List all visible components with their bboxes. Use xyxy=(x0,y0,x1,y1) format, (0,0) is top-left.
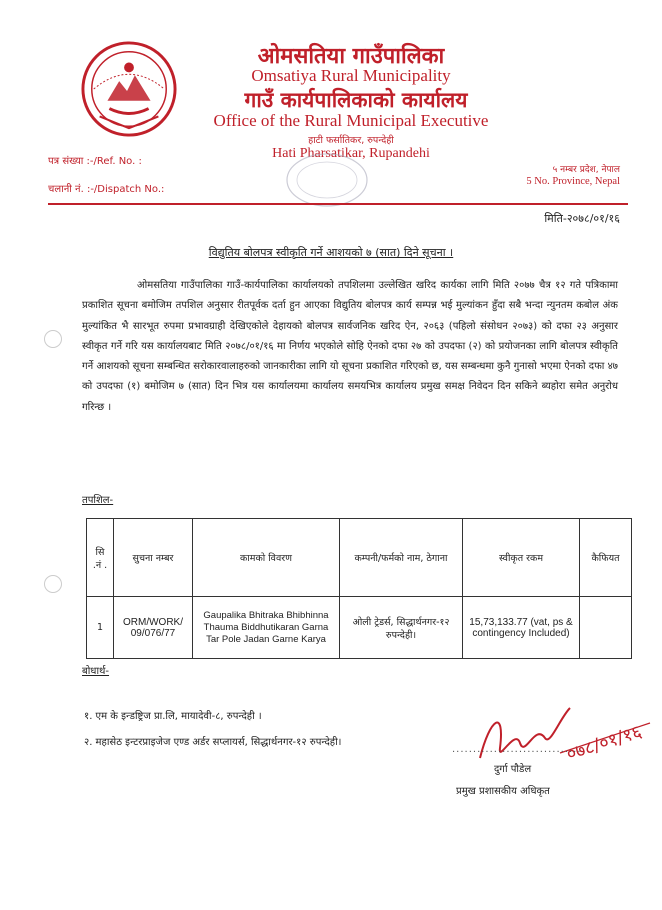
address-english: Hati Pharsatikar, Rupandehi xyxy=(272,146,430,161)
copy-to-item: २. महासेठ इन्टरप्राइजेज एण्ड अर्डर सप्लायर्स, सिद्धार्थनगर-१२ रुपन्देही। xyxy=(84,737,342,748)
notice-subject: विद्युतिय बोलपत्र स्वीकृति गर्ने आशयको ७ (सात) दिने सूचना । xyxy=(208,246,454,259)
col-description-header: कामको विवरण xyxy=(193,519,340,597)
cell-amount: 15,73,133.77 (vat, ps & contingency Included) xyxy=(463,597,580,659)
cell-notice-no: ORM/WORK/ 09/076/77 xyxy=(114,597,193,659)
punch-hole xyxy=(44,330,62,348)
signatory-title: प्रमुख प्रशासकीय अधिकृत xyxy=(456,786,550,797)
table-header-row xyxy=(87,519,632,597)
municipality-name-nepali: ओमसतिया गाउँपालिका xyxy=(257,44,445,69)
cell-serial: 1 xyxy=(87,597,114,659)
signature-line: ............................... xyxy=(452,744,582,755)
col-company-header: कम्पनी/फर्मको नाम, ठेगाना xyxy=(340,519,463,597)
cell-company: ओली ट्रेडर्स, सिद्धार्थनगर-१२ रुपन्देही। xyxy=(340,597,463,659)
col-amount-header: स्वीकृत रकम xyxy=(463,519,580,597)
office-name-nepali: गाउँ कार्यपालिकाको कार्यालय xyxy=(244,88,468,112)
col-notice-no-header: सुचना नम्बर xyxy=(114,519,193,597)
dispatch-number-label: चलानी नं. :-/Dispatch No.: xyxy=(48,184,165,195)
cell-description: Gaupalika Bhitraka Bhibhinna Thauma Biddhutikaran Garna Tar Pole Jadan Garne Karya xyxy=(193,597,340,659)
table-row xyxy=(87,597,632,659)
address-nepali: हाटी फर्सातिकर, रुपन्देही xyxy=(308,135,394,146)
province-english: 5 No. Province, Nepal xyxy=(526,176,620,187)
ref-number-label: पत्र संख्या :-/Ref. No. : xyxy=(48,156,142,167)
header-divider xyxy=(48,203,628,205)
office-stamp xyxy=(282,150,372,210)
copy-to-heading: बोधार्थ- xyxy=(82,666,110,677)
office-name-english: Office of the Rural Municipal Executive xyxy=(213,111,489,130)
handwritten-signature xyxy=(460,688,660,778)
document-date: मिति-२०७८/०१/१६ xyxy=(544,212,620,225)
bid-details-table xyxy=(86,518,632,659)
signature-date: ०७८/०१/१६ xyxy=(563,721,645,766)
notice-body: ओमसतिया गाउँपालिका गाउँ-कार्यपालिका कार्यालयको तपशिलमा उल्लेखित खरिद कार्यका लागि मिति २०७७ चैत्र १२ गते पत्रिकामा प्रकाशित सूचना बमोजिम तपशिल अनुसार रीतपूर्वक दर्ता हुन आएका विद्युतिय बोलपत्र कार्य सम्पन्न भई मुल्यांकन हुँदा सबै भन्दा न्युनतम कबोल अंक मुल्यांकित भै सारभूत रुपमा प्रभावग्राही देखिएकोले देहायको बोलपत्र सार्वजनिक खरिद ऐन, २०६३ (पहिलो संसोधन २०७३) को दफा २३ अनुसार स्वीकृत गर्ने गरि यस कार्यालयबाट मिति २०७८/०१/१६ मा निर्णय भएकोले सोहि ऐनको दफा २७ को उपदफा (२) को प्रयोजनका लागि बोलपत्र स्वीकृति गर्ने आशयको सूचना सम्बन्धित सरोकारवालाहरुको जानकारीका लागि यो सूचना प्रकाशित गरिएको छ, यस सम्बन्धमा कुनै गुनासो भएमा ऐनको दफा ४७ को उपदफा (१) बमोजिम ७ (सात) दिन भित्र यस कार्यालयमा कार्यालय समयभित्र कार्यालय प्रमुख समक्ष निवेदन दिन सकिने ब्यहोरा समेत अनुरोध गरिन्छ । xyxy=(82,280,618,413)
cell-remarks xyxy=(580,597,632,659)
signatory-name: दुर्गा पौडेल xyxy=(494,764,532,775)
punch-hole xyxy=(44,575,62,593)
province-nepali: ५ नम्बर प्रदेश, नेपाल xyxy=(552,165,620,175)
municipality-name-english: Omsatiya Rural Municipality xyxy=(251,66,451,85)
copy-to-item: १. एम के इन्डष्ट्रिज प्रा.लि, मायादेवी-८, रुपन्देही । xyxy=(84,711,262,722)
col-serial-header: सि .नं . xyxy=(87,519,114,597)
details-heading: तपशिल- xyxy=(82,495,114,506)
col-remarks-header: कैफियत xyxy=(580,519,632,597)
